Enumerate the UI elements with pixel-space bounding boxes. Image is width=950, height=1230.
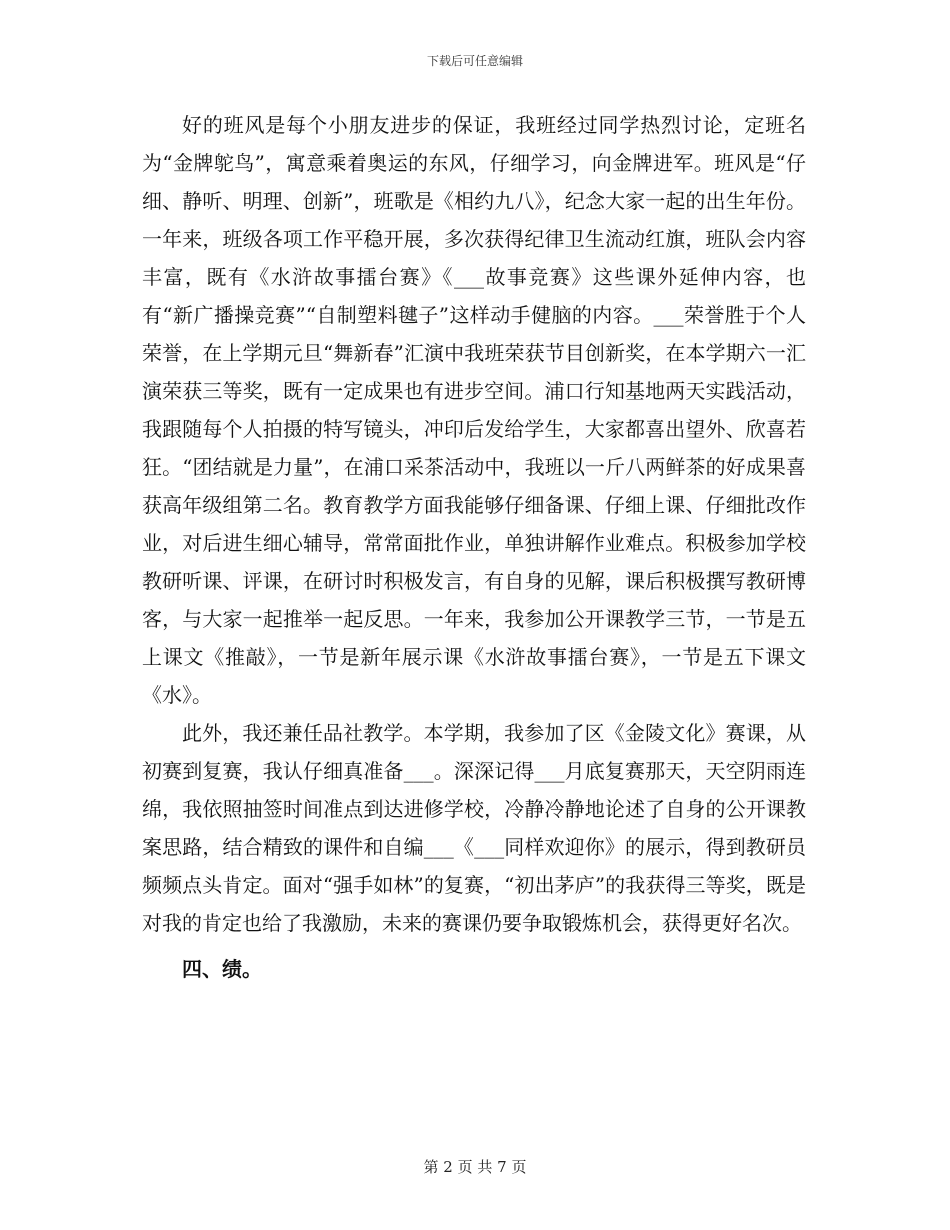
page-header: 下载后可任意编辑	[426, 54, 523, 68]
paragraph-class-work: 好的班风是每个小朋友进步的保证，我班经过同学热烈讨论，定班名为“金牌鸵鸟”，寓意乘着奥运的东风，仔细学习，向金牌进军。班风是“仔细、静听、明理、创新”，班歌是《相约九八》，纪念大家一起的出生年份。一年来，班级各项工作平稳开展，多次获得纪律卫生流动红旗，班队会内容丰富，既有《水浒故事擂台赛》《___故事竞赛》这些课外延伸内容，也有“新广播操竞赛”“自制塑料毽子”这样动手健脑的内容。___荣誉胜于个人荣誉，在上学期元旦“舞新春”汇演中我班荣获节目创新奖，在本学期六一汇演荣获三等奖，既有一定成果也有进步空间。浦口行知基地两天实践活动，我跟随每个人拍摄的特写镜头，冲印后发给学生，大家都喜出望外、欣喜若狂。“团结就是力量”，在浦口采茶活动中，我班以一斤八两鲜茶的好成果喜获高年级组第二名。教育教学方面我能够仔细备课、仔细上课、仔细批改作业，对后进生细心辅导，常常面批作业，单独讲解作业难点。积极参加学校教研听课、评课，在研讨时积极发言，有自身的见解，课后积极撰写教研博客，与大家一起推举一起反思。一年来，我参加公开课教学三节，一节是五上课文《推敲》，一节是新年展示课《水浒故事擂台赛》，一节是五下课文《水》。	[142, 113, 806, 707]
section-heading: 四、绩。	[182, 957, 262, 981]
document-body	[142, 106, 806, 988]
page-footer: 第 2 页 共 7 页	[423, 1158, 527, 1176]
paragraph-social-studies: 此外，我还兼任品社教学。本学期，我参加了区《金陵文化》赛课，从初赛到复赛，我认仔细真准备___。深深记得___月底复赛那天，天空阴雨连绵，我依照抽签时间准点到达进修学校，冷静冷静地论述了自身的公开课教案思路，结合精致的课件和自编___《___同样欢迎你》的展示，得到教研员频频点头肯定。面对“强手如林”的复赛，“初出茅庐”的我获得三等奖，既是对我的肯定也给了我激励，未来的赛课仍要争取锻炼机会，获得更好名次。	[142, 721, 806, 935]
